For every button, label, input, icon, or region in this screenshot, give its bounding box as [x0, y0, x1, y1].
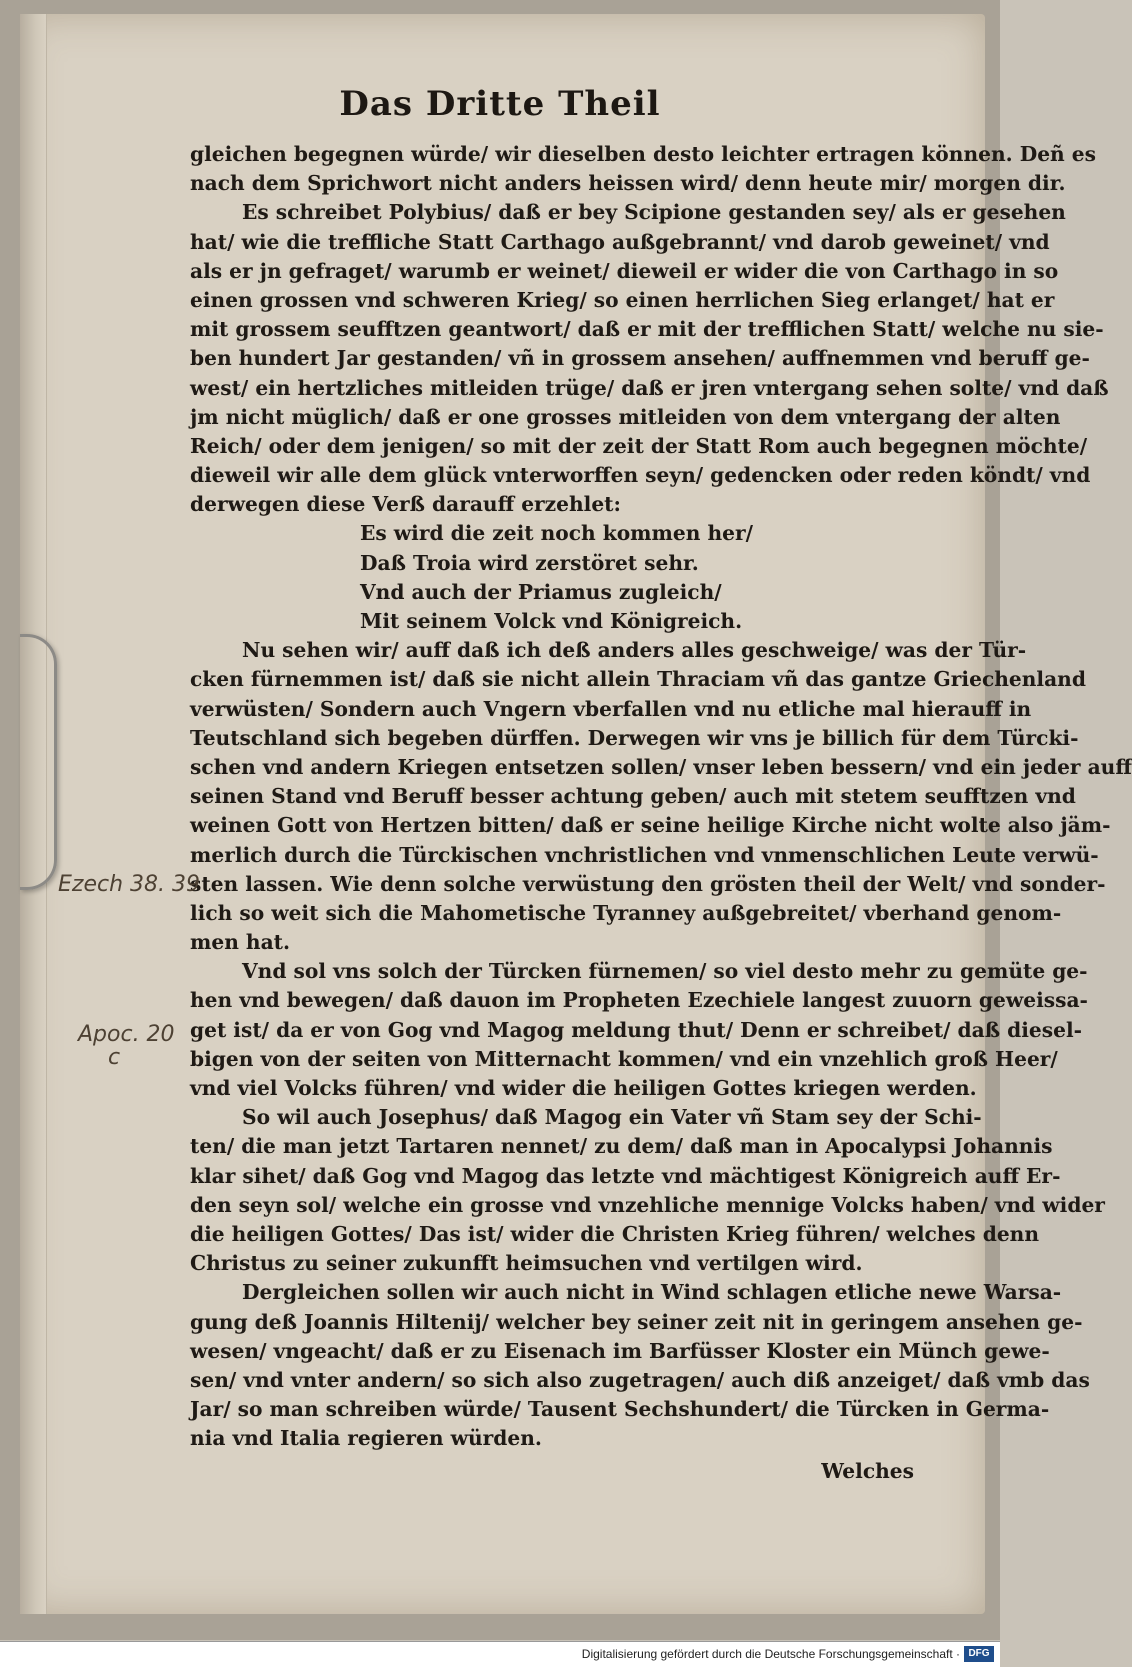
text-line: derwegen diese Verß darauff erzehlet:: [190, 492, 621, 517]
text-line: Daß Troia wird zerstöret sehr.: [360, 550, 699, 575]
text-line: lich so weit sich die Mahometische Tyranney außgebreitet/ vberhand genom-: [190, 900, 1062, 925]
text-line: als er jn gefraget/ warumb er weinet/ dieweil er wider die von Carthago in so: [190, 258, 1059, 283]
text-line: Jar/ so man schreiben würde/ Tausent Sechshundert/ die Türcken in Germa-: [190, 1397, 1050, 1422]
text-line: jm nicht müglich/ daß er one grosses mitleiden von dem vntergang der alten: [190, 404, 1061, 429]
margin-note-apoc: Apoc. 20: [78, 1022, 175, 1047]
margin-note-ezech: Ezech 38. 39: [58, 872, 200, 897]
text-line: klar sihet/ daß Gog vnd Magog das letzte vnd mächtigest Königreich auff Er-: [190, 1163, 1061, 1188]
text-line: Teutschland sich begeben dürffen. Derwegen wir vns je billich für dem Türcki-: [190, 725, 1079, 750]
text-line: gleichen begegnen würde/ wir dieselben desto leichter ertragen können. Deñ es: [190, 142, 1096, 166]
footer-credit: Digitalisierung gefördert durch die Deutsche Forschungsgemeinschaft ·: [581, 1647, 960, 1661]
text-line: Es wird die zeit noch kommen her/: [360, 521, 753, 546]
text-line: gung deß Joannis Hiltenij/ welcher bey seiner zeit nit in geringem ansehen ge-: [190, 1309, 1083, 1334]
text-line: Dergleichen sollen wir auch nicht in Wind schlagen etliche newe Warsa-: [242, 1280, 1062, 1305]
page-header: Das Dritte Theil: [339, 84, 661, 124]
text-line: ten/ die man jetzt Tartaren nennet/ zu dem/ daß man in Apocalypsi Johannis: [190, 1134, 1053, 1159]
text-line: den seyn sol/ welche ein grosse vnd vnzehliche mennige Volcks haben/ vnd wider: [190, 1192, 1105, 1217]
text-line: Reich/ oder dem jenigen/ so mit der zeit der Statt Rom auch begegnen möchte/: [190, 433, 1088, 458]
text-line: Nu sehen wir/ auff daß ich deß anders alles geschweige/ was der Tür-: [242, 638, 1027, 663]
text-line: vnd viel Volcks führen/ vnd wider die heiligen Gottes kriegen werden.: [190, 1076, 977, 1100]
text-line: get ist/ da er von Gog vnd Magog meldung thut/ Denn er schreibet/ daß diesel-: [190, 1017, 1083, 1042]
text-line: seinen Stand vnd Beruff besser achtung geben/ auch mit stetem seufftzen vnd: [190, 784, 1076, 809]
text-line: einen grossen vnd schweren Krieg/ so einen herrlichen Sieg erlanget/ hat er: [190, 287, 1055, 312]
text-line: die heiligen Gottes/ Das ist/ wider die Christen Krieg führen/ welches denn: [190, 1221, 1040, 1246]
text-line: nach dem Sprichwort nicht anders heissen wird/ denn heute mir/ morgen dir.: [190, 171, 1066, 196]
paper-clip-icon: [20, 634, 57, 890]
text-line: Es schreibet Polybius/ daß er bey Scipione gestanden sey/ als er gesehen: [242, 200, 1066, 225]
text-line: schen vnd andern Kriegen entsetzen sollen/ vnser leben bessern/ vnd ein jeder auff: [190, 754, 1132, 779]
catchword: Welches: [821, 1459, 914, 1484]
text-line: nia vnd Italia regieren würden.: [190, 1426, 542, 1451]
footer-bar: [0, 1641, 1000, 1667]
margin-note-c: c: [108, 1045, 121, 1070]
text-line: ben hundert Jar gestanden/ vñ in grossem ansehen/ auffnemmen vnd beruff ge-: [190, 346, 1090, 371]
text-line: Vnd sol vns solch der Türcken fürnemen/ so viel desto mehr zu gemüte ge-: [242, 959, 1088, 984]
text-line: wesen/ vngeacht/ daß er zu Eisenach im Barfüsser Kloster ein Münch gewe-: [190, 1338, 1050, 1363]
text-line: verwüsten/ Sondern auch Vngern vberfallen vnd nu etliche mal hierauff in: [190, 696, 1032, 721]
text-line: Christus zu seiner zukunfft heimsuchen vnd vertilgen wird.: [190, 1251, 863, 1276]
text-line: Vnd auch der Priamus zugleich/: [360, 579, 722, 604]
text-line: weinen Gott von Hertzen bitten/ daß er seine heilige Kirche nicht wolte also jäm-: [190, 813, 1111, 838]
text-line: merlich durch die Türckischen vnchristlichen vnd vnmenschlichen Leute verwü-: [190, 842, 1099, 867]
text-line: dieweil wir alle dem glück vnterworffen seyn/ gedencken oder reden köndt/ vnd: [190, 463, 1091, 488]
text-line: cken fürnemmen ist/ daß sie nicht allein Thraciam vñ das gantze Griechenland: [190, 667, 1086, 692]
dfg-logo: DFG: [964, 1646, 994, 1662]
text-line: sten lassen. Wie denn solche verwüstung den grösten theil der Welt/ vnd sonder-: [190, 871, 1106, 896]
text-line: hat/ wie die treffliche Statt Carthago außgebrannt/ vnd darob geweinet/ vnd: [190, 229, 1050, 254]
text-line: Mit seinem Volck vnd Königreich.: [360, 609, 743, 633]
text-line: west/ ein hertzliches mitleiden trüge/ daß er jren vntergang sehen solte/ vnd daß: [190, 375, 1109, 400]
text-line: men hat.: [190, 930, 291, 955]
body-text: [190, 140, 1132, 1487]
text-line: So wil auch Josephus/ daß Magog ein Vater vñ Stam sey der Schi-: [242, 1105, 982, 1130]
text-line: hen vnd bewegen/ daß dauon im Propheten Ezechiele langest zuuorn geweissa-: [190, 988, 1088, 1013]
text-line: sen/ vnd vnter andern/ so sich also zugetragen/ auch diß anzeiget/ daß vmb das: [190, 1367, 1090, 1392]
text-line: bigen von der seiten von Mitternacht kommen/ vnd ein vnzehlich groß Heer/: [190, 1046, 1058, 1071]
text-line: mit grossem seufftzen geantwort/ daß er mit der trefflichen Statt/ welche nu sie-: [190, 317, 1104, 342]
